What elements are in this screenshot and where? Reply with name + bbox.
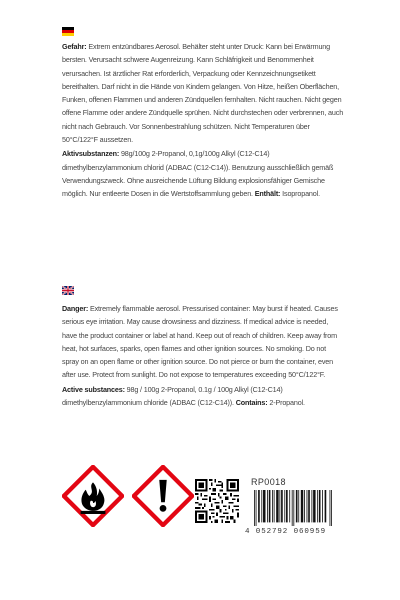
english-safety-text bbox=[62, 302, 344, 410]
english-danger-paragraph bbox=[62, 302, 344, 382]
english-contains-label: Contains: bbox=[235, 398, 268, 408]
barcode bbox=[254, 490, 332, 526]
german-danger-paragraph bbox=[62, 40, 344, 146]
english-contains-text: 2-Propanol. bbox=[267, 398, 305, 408]
german-contains-label: Enthält: bbox=[254, 189, 281, 199]
english-active-paragraph bbox=[62, 383, 344, 410]
qr-code bbox=[195, 479, 239, 523]
flame-pictogram-icon bbox=[62, 465, 124, 527]
uk-flag-icon bbox=[62, 286, 74, 295]
german-active-text: 98g/100g 2-Propanol, 0,1g/100g Alkyl (C12-C14) dimethylbenzylammonium chlorid (ADBAC (C12-C14)). Benutzung ausschließlich gemäß Verwendungszweck. Ohne ausreichende Lüftung Bildung explosionsfähiger Gemische möglich. Nur entleerte Dosen in die Wertstoffsammlung geben. bbox=[62, 149, 334, 199]
german-contains-text: Isopropanol. bbox=[280, 189, 320, 199]
german-danger-label: Gefahr: bbox=[62, 42, 87, 51]
german-active-paragraph bbox=[62, 147, 344, 200]
german-safety-text bbox=[62, 40, 344, 202]
flag-stripe-gold bbox=[62, 33, 74, 36]
product-code: RP0018 bbox=[251, 477, 286, 487]
german-active-label: Aktivsubstanzen: bbox=[62, 149, 120, 159]
exclamation-pictogram-icon bbox=[132, 465, 194, 527]
english-active-text: 98g / 100g 2-Propanol, 0.1g / 100g Alkyl (C12-C14) dimethylbenzylammonium chloride (ADBAC (C12-C14)). bbox=[62, 384, 283, 408]
english-active-label: Active substances: bbox=[62, 384, 125, 394]
hazard-pictograms bbox=[62, 465, 194, 527]
english-danger-text: Extremely flammable aerosol. Pressurised container: May burst if heated. Causes serious eye irritation. May cause drowsiness and dizziness. If medical advice is needed, have the product container or label at hand. Keep out of reach of children. Keep away from heat, hot surfaces, sparks, open flames and other ignition sources. No smoking. Do not spray on an open flame or other ignition source. Do not pierce or burn the container, even after use. Protect from sunlight. Do not expose to temperatures exceeding 50°C/122°F. bbox=[62, 304, 338, 380]
english-danger-label: Danger: bbox=[62, 304, 89, 313]
german-flag-icon bbox=[62, 27, 74, 36]
barcode-number: 4 052792 060959 bbox=[245, 528, 327, 536]
german-danger-text: Extrem entzündbares Aerosol. Behälter steht unter Druck: Kann bei Erwärmung bersten. Verursacht schwere Augenreizung. Kann Schläfrigkeit und Benommenheit verursachen. Ist ärztlicher Rat erforderlich, Verpackung oder Kennzeichnungsetikett bereithalten. Darf nicht in die Hände von Kindern gelangen. Von Hitze, heißen Oberflächen, Funken, offenen Flammen und anderen Zündquellen fernhalten. Nicht rauchen. Nicht gegen offene Flamme oder andere Zündquelle sprühen. Nicht durchstechen oder verbrennen, auch nicht nach Gebrauch. Vor Sonnenbestrahlung schützen. Nicht Temperaturen über 50°C/122°F aussetzen. bbox=[62, 42, 344, 145]
